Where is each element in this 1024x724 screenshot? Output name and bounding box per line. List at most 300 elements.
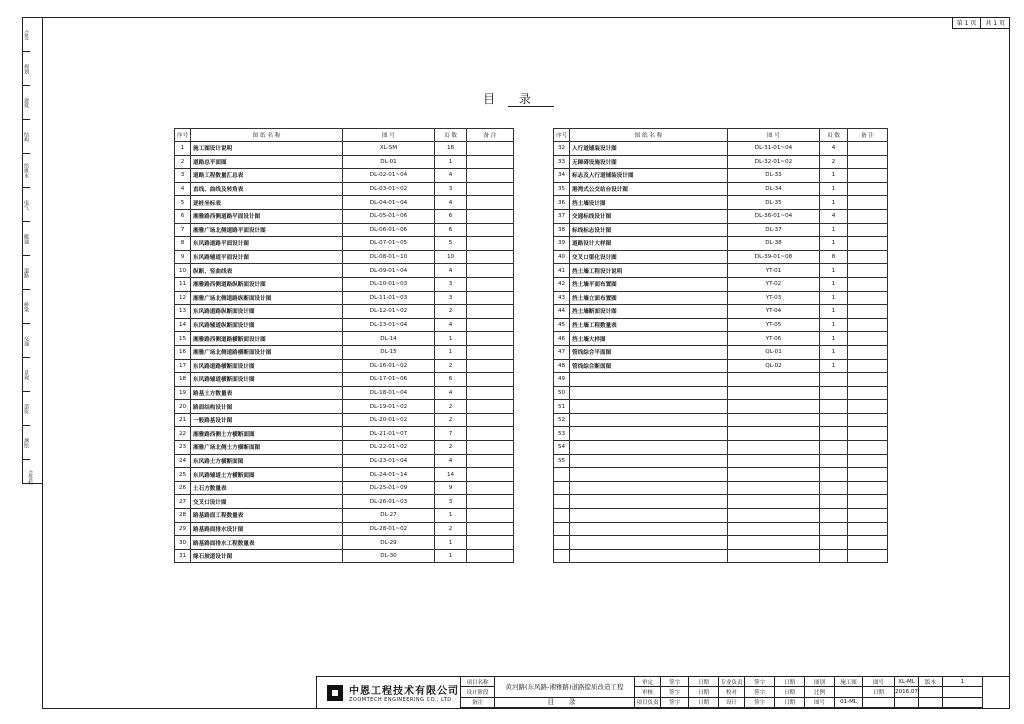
- table-cell: [848, 441, 888, 455]
- table-cell: 1: [435, 155, 467, 169]
- table-cell: 1: [820, 237, 848, 251]
- table-cell: 2: [435, 305, 467, 319]
- column-header: 图 纸 名 称: [191, 129, 343, 142]
- table-cell: 标线标志设计图: [570, 223, 728, 237]
- table-row: [175, 481, 514, 495]
- table-cell: [570, 373, 728, 387]
- column-header: 图 纸 名 称: [570, 129, 728, 142]
- title-block-cell: 日期: [863, 687, 895, 697]
- title-block-cell: 2016.07: [895, 687, 919, 697]
- table-cell: [467, 182, 514, 196]
- title-block-cell: 日期: [775, 687, 805, 697]
- table-cell: [467, 495, 514, 509]
- table-row: [175, 549, 514, 563]
- table-cell: 49: [554, 373, 570, 387]
- table-row: [175, 509, 514, 523]
- title-block-cell: XL-ML: [895, 677, 919, 687]
- table-cell: 1: [820, 318, 848, 332]
- table-cell: [848, 400, 888, 414]
- table-cell: 28: [175, 509, 191, 523]
- table-cell: [467, 413, 514, 427]
- table-cell: 18: [175, 373, 191, 387]
- table-cell: [554, 536, 570, 550]
- table-cell: 2: [435, 413, 467, 427]
- table-cell: DL-10-01~03: [343, 277, 435, 291]
- title-block-grid: [461, 677, 1009, 708]
- table-cell: [728, 536, 820, 550]
- table-cell: 12: [175, 291, 191, 305]
- table-row: [554, 209, 888, 223]
- table-cell: 挡土墙断面设计图: [570, 305, 728, 319]
- table-cell: 挡土墙工程数量表: [570, 318, 728, 332]
- table-cell: 1: [435, 332, 467, 346]
- table-row: [554, 413, 888, 427]
- table-cell: YT-06: [728, 332, 820, 346]
- table-row: [175, 413, 514, 427]
- table-cell: 交叉口设计图: [191, 495, 343, 509]
- table-cell: [728, 373, 820, 387]
- table-cell: 1: [175, 142, 191, 156]
- table-cell: [728, 468, 820, 482]
- table-cell: YT-05: [728, 318, 820, 332]
- table-cell: [554, 495, 570, 509]
- table-cell: 标志及人行道铺装设计图: [570, 169, 728, 183]
- sidebar-cell: 规划: [23, 52, 30, 86]
- table-cell: [570, 549, 728, 563]
- table-cell: 路面结构设计图: [191, 400, 343, 414]
- table-cell: 湘雅广场北侧道路平面设计图: [191, 223, 343, 237]
- table-cell: 管线综合平面图: [570, 345, 728, 359]
- title-block-cell: 设计阶段: [461, 687, 495, 697]
- title-block-cell: 校对: [719, 687, 745, 697]
- table-cell: 3: [435, 495, 467, 509]
- title-block-cell: 签字: [661, 698, 689, 708]
- table-cell: 1: [435, 509, 467, 523]
- table-cell: [467, 536, 514, 550]
- table-row: [554, 305, 888, 319]
- table-cell: QL-02: [728, 359, 820, 373]
- table-cell: 路基土方数量表: [191, 386, 343, 400]
- table-cell: DL-33: [728, 169, 820, 183]
- table-cell: [467, 277, 514, 291]
- table-cell: [848, 250, 888, 264]
- table-row: [554, 332, 888, 346]
- table-cell: DL-23-01~04: [343, 454, 435, 468]
- table-row: [554, 536, 888, 550]
- table-cell: [848, 277, 888, 291]
- table-cell: [570, 427, 728, 441]
- table-cell: [848, 291, 888, 305]
- table-cell: 东风路辅道横断面设计图: [191, 373, 343, 387]
- table-cell: DL-27: [343, 509, 435, 523]
- table-row: [554, 142, 888, 156]
- table-cell: [820, 441, 848, 455]
- table-row: [175, 400, 514, 414]
- table-cell: 40: [554, 250, 570, 264]
- table-cell: [728, 427, 820, 441]
- table-row: [554, 318, 888, 332]
- table-cell: [820, 536, 848, 550]
- table-cell: [848, 209, 888, 223]
- table-cell: [467, 522, 514, 536]
- table-row: [175, 495, 514, 509]
- table-cell: DL-03-01~02: [343, 182, 435, 196]
- table-cell: [848, 413, 888, 427]
- table-cell: 1: [820, 169, 848, 183]
- title-block-cell: 版本: [919, 677, 943, 687]
- table-cell: 6: [435, 223, 467, 237]
- table-cell: 1: [820, 305, 848, 319]
- table-cell: 46: [554, 332, 570, 346]
- table-row: [175, 427, 514, 441]
- table-cell: [467, 237, 514, 251]
- column-header: 备 注: [467, 129, 514, 142]
- table-cell: 东风路道路纵断面设计图: [191, 305, 343, 319]
- table-cell: 43: [554, 291, 570, 305]
- table-row: [554, 400, 888, 414]
- table-cell: [467, 468, 514, 482]
- table-cell: [570, 468, 728, 482]
- table-cell: [848, 481, 888, 495]
- table-cell: [728, 509, 820, 523]
- table-cell: 15: [175, 332, 191, 346]
- table-row: [554, 291, 888, 305]
- table-cell: [570, 536, 728, 550]
- table-row: [175, 169, 514, 183]
- table-cell: [554, 522, 570, 536]
- column-header: 页 数: [435, 129, 467, 142]
- table-cell: 东风路辅道平面设计图: [191, 250, 343, 264]
- table-cell: [820, 400, 848, 414]
- table-cell: [467, 332, 514, 346]
- table-cell: 路基路面排水设计图: [191, 522, 343, 536]
- table-row: [554, 345, 888, 359]
- table-cell: [728, 481, 820, 495]
- table-cell: [570, 522, 728, 536]
- title-block-cell: 审核: [635, 687, 661, 697]
- table-cell: [467, 209, 514, 223]
- table-cell: DL-20-01~02: [343, 413, 435, 427]
- table-cell: 26: [175, 481, 191, 495]
- table-cell: [820, 373, 848, 387]
- table-row: [175, 291, 514, 305]
- table-cell: [467, 155, 514, 169]
- table-cell: 2: [435, 400, 467, 414]
- table-cell: 44: [554, 305, 570, 319]
- table-cell: DL-24-01~14: [343, 468, 435, 482]
- table-cell: [570, 509, 728, 523]
- title-block-cell: 日期: [689, 698, 719, 708]
- table-cell: [820, 522, 848, 536]
- table-cell: [467, 250, 514, 264]
- table-cell: 挡土墙工程设计说明: [570, 264, 728, 278]
- table-cell: [820, 468, 848, 482]
- table-row: [175, 237, 514, 251]
- table-row: [554, 373, 888, 387]
- table-cell: [467, 169, 514, 183]
- table-row: [554, 386, 888, 400]
- table-cell: [848, 196, 888, 210]
- table-cell: DL-26-01~03: [343, 495, 435, 509]
- table-cell: 22: [175, 427, 191, 441]
- table-cell: 湘雅路西侧道路平面设计图: [191, 209, 343, 223]
- table-cell: 路基路面工程数量表: [191, 509, 343, 523]
- table-cell: DL-04-01~04: [343, 196, 435, 210]
- table-cell: 4: [435, 318, 467, 332]
- table-cell: 30: [175, 536, 191, 550]
- sidebar-cell: 交通: [23, 324, 30, 358]
- table-cell: 4: [820, 209, 848, 223]
- table-cell: [848, 237, 888, 251]
- title-block-cell: [895, 698, 919, 708]
- table-cell: [848, 223, 888, 237]
- table-cell: DL-19-01~02: [343, 400, 435, 414]
- table-row: [554, 522, 888, 536]
- table-cell: [820, 481, 848, 495]
- table-cell: [820, 495, 848, 509]
- table-cell: YT-02: [728, 277, 820, 291]
- table-cell: [848, 359, 888, 373]
- table-cell: [467, 291, 514, 305]
- table-cell: [848, 142, 888, 156]
- table-cell: 53: [554, 427, 570, 441]
- table-row: [554, 441, 888, 455]
- column-header: 序号: [175, 129, 191, 142]
- table-cell: 东风路道路平面设计图: [191, 237, 343, 251]
- table-row: [175, 223, 514, 237]
- table-cell: 一般路基设计图: [191, 413, 343, 427]
- table-cell: 1: [820, 332, 848, 346]
- company-logo-icon: [327, 685, 343, 701]
- table-row: [175, 264, 514, 278]
- table-cell: [820, 427, 848, 441]
- table-cell: [848, 495, 888, 509]
- table-cell: [848, 264, 888, 278]
- table-cell: 湘雅路西侧道路纵断面设计图: [191, 277, 343, 291]
- table-row: [554, 277, 888, 291]
- table-cell: 54: [554, 441, 570, 455]
- table-cell: [820, 509, 848, 523]
- table-cell: 2: [435, 359, 467, 373]
- table-row: [554, 237, 888, 251]
- table-cell: DL-01: [343, 155, 435, 169]
- table-row: [175, 373, 514, 387]
- table-cell: DL-29: [343, 536, 435, 550]
- table-cell: DL-09-01~04: [343, 264, 435, 278]
- table-row: [175, 332, 514, 346]
- table-cell: DL-21-01~07: [343, 427, 435, 441]
- sign-off-sidebar: [22, 17, 43, 484]
- table-cell: 11: [175, 277, 191, 291]
- table-row: [554, 549, 888, 563]
- title-block-cell: 签字: [661, 677, 689, 687]
- table-cell: 土石方数量表: [191, 481, 343, 495]
- title-block-cell: 施工图: [835, 677, 863, 687]
- table-cell: 50: [554, 386, 570, 400]
- table-row: [175, 305, 514, 319]
- table-cell: 挡土墙立面布置图: [570, 291, 728, 305]
- table-cell: 37: [554, 209, 570, 223]
- table-cell: 5: [175, 196, 191, 210]
- title-block-cell: 项目名称: [461, 677, 495, 687]
- table-cell: 1: [820, 291, 848, 305]
- table-cell: 20: [175, 400, 191, 414]
- table-cell: DL-11-01~03: [343, 291, 435, 305]
- table-cell: [554, 468, 570, 482]
- table-cell: 19: [175, 386, 191, 400]
- table-cell: 41: [554, 264, 570, 278]
- table-cell: [728, 441, 820, 455]
- table-cell: 挡土墙大样图: [570, 332, 728, 346]
- table-cell: 7: [175, 223, 191, 237]
- table-cell: DL-22-01~02: [343, 441, 435, 455]
- table-cell: 1: [820, 345, 848, 359]
- table-row: [175, 142, 514, 156]
- table-cell: 路基路面排水工程数量表: [191, 536, 343, 550]
- table-cell: [848, 468, 888, 482]
- table-row: [175, 182, 514, 196]
- table-cell: DL-06-01~06: [343, 223, 435, 237]
- sidebar-cell: 造价: [23, 392, 30, 426]
- table-cell: 东风路辅道土方横断面图: [191, 468, 343, 482]
- table-cell: 湘雅路西侧道路横断面设计图: [191, 332, 343, 346]
- sheet-number: 第 1 页: [956, 20, 977, 27]
- table-cell: [820, 454, 848, 468]
- table-cell: DL-14: [343, 332, 435, 346]
- table-cell: [820, 549, 848, 563]
- table-cell: [554, 509, 570, 523]
- sheet-total: 共 1 页: [980, 17, 1009, 28]
- table-cell: [467, 441, 514, 455]
- table-row: [554, 427, 888, 441]
- table-cell: 21: [175, 413, 191, 427]
- company-logo-area: [317, 677, 461, 708]
- table-cell: 10: [435, 250, 467, 264]
- table-row: [554, 454, 888, 468]
- table-cell: [570, 441, 728, 455]
- table-cell: 道路工程数量汇总表: [191, 169, 343, 183]
- table-cell: 52: [554, 413, 570, 427]
- table-cell: 27: [175, 495, 191, 509]
- table-cell: [467, 359, 514, 373]
- title-block-cell: [943, 698, 983, 708]
- table-cell: DL-35: [728, 196, 820, 210]
- table-cell: 2: [175, 155, 191, 169]
- table-cell: 16: [175, 345, 191, 359]
- title-block-cell: 1: [943, 677, 983, 687]
- table-cell: [570, 413, 728, 427]
- table-cell: YT-01: [728, 264, 820, 278]
- table-cell: [570, 495, 728, 509]
- table-cell: [554, 481, 570, 495]
- table-cell: 3: [435, 277, 467, 291]
- table-cell: 29: [175, 522, 191, 536]
- title-block-cell: 设计: [719, 698, 745, 708]
- table-cell: 45: [554, 318, 570, 332]
- sidebar-cell: 测绘: [23, 426, 30, 460]
- table-cell: [848, 386, 888, 400]
- table-cell: 18: [435, 142, 467, 156]
- sidebar-cell: 桥梁: [23, 290, 30, 324]
- table-cell: 东风路辅道纵断面设计图: [191, 318, 343, 332]
- sidebar-cell: 暖通: [23, 222, 30, 256]
- table-cell: 4: [820, 142, 848, 156]
- title-block-cell: 专业负责: [719, 677, 745, 687]
- table-cell: 1: [820, 277, 848, 291]
- title-block-cell: [943, 687, 983, 697]
- table-row: [554, 264, 888, 278]
- table-cell: [848, 318, 888, 332]
- column-header: 备 注: [848, 129, 888, 142]
- table-cell: DL-17-01~06: [343, 373, 435, 387]
- table-cell: 无障碍设施设计图: [570, 155, 728, 169]
- table-cell: 1: [435, 549, 467, 563]
- table-cell: 交叉口渠化设计图: [570, 250, 728, 264]
- table-cell: [848, 454, 888, 468]
- table-cell: 6: [435, 373, 467, 387]
- table-cell: 3: [175, 169, 191, 183]
- table-cell: 13: [175, 305, 191, 319]
- table-cell: [848, 169, 888, 183]
- table-cell: 39: [554, 237, 570, 251]
- table-cell: DL-31-01~04: [728, 142, 820, 156]
- table-cell: [728, 413, 820, 427]
- table-row: [554, 182, 888, 196]
- table-cell: 51: [554, 400, 570, 414]
- table-cell: DL-15: [343, 345, 435, 359]
- table-cell: [728, 522, 820, 536]
- table-cell: DL-12-01~02: [343, 305, 435, 319]
- table-cell: 施工图设计说明: [191, 142, 343, 156]
- table-row: [554, 359, 888, 373]
- table-cell: 4: [435, 386, 467, 400]
- title-block-cell: 日期: [775, 698, 805, 708]
- table-cell: [848, 345, 888, 359]
- table-cell: YT-03: [728, 291, 820, 305]
- title-block-cell: 01-ML: [835, 698, 863, 708]
- table-cell: [467, 427, 514, 441]
- table-cell: 1: [820, 359, 848, 373]
- table-cell: 3: [435, 291, 467, 305]
- title-block-cell: [863, 698, 895, 708]
- table-cell: [848, 536, 888, 550]
- index-table-right: [553, 128, 888, 563]
- title-block-cell: 黄河路(东风路-湘雅路)道路提质改造工程: [495, 677, 635, 698]
- table-cell: 湘雅路西侧土方横断面图: [191, 427, 343, 441]
- title-block-cell: 签字: [745, 698, 775, 708]
- table-cell: 2: [435, 522, 467, 536]
- table-cell: [570, 454, 728, 468]
- table-cell: [467, 454, 514, 468]
- table-cell: 直线、曲线及转角表: [191, 182, 343, 196]
- title-block-cell: 项目负责: [635, 698, 661, 708]
- table-cell: 33: [554, 155, 570, 169]
- table-cell: [554, 549, 570, 563]
- table-row: [175, 155, 514, 169]
- table-row: [175, 318, 514, 332]
- table-cell: [570, 400, 728, 414]
- table-cell: [848, 509, 888, 523]
- table-cell: 挡土墙设计图: [570, 196, 728, 210]
- table-cell: 23: [175, 441, 191, 455]
- table-cell: 32: [554, 142, 570, 156]
- table-cell: [820, 413, 848, 427]
- table-cell: DL-32-01~02: [728, 155, 820, 169]
- column-header: 页 数: [820, 129, 848, 142]
- document-title-wrap: [0, 90, 1024, 107]
- table-cell: YT-04: [728, 305, 820, 319]
- title-block-cell: 日期: [689, 677, 719, 687]
